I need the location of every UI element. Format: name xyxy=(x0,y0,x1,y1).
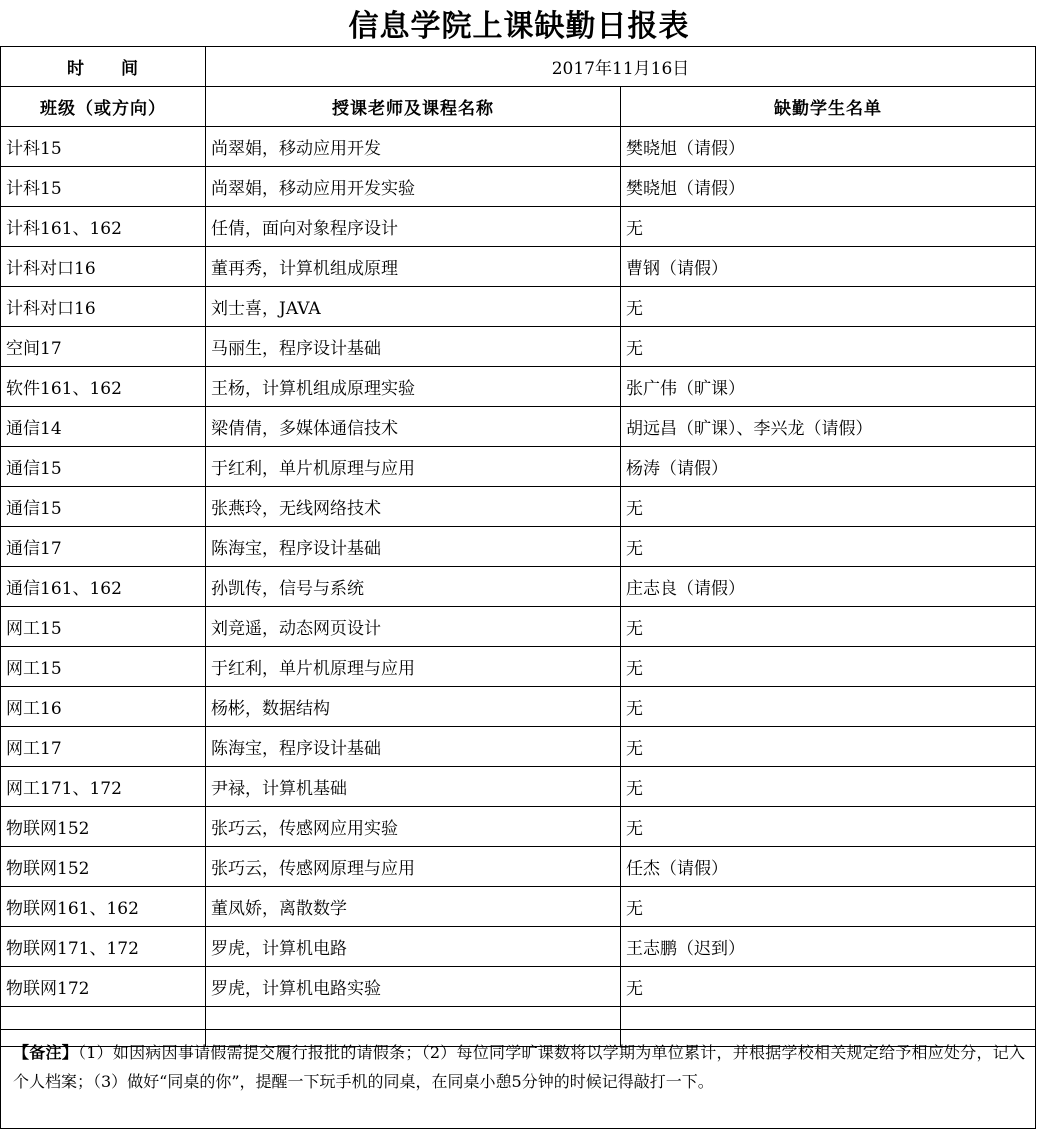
class-cell: 空间17 xyxy=(1,327,206,367)
table-row xyxy=(1,647,1036,687)
absent-students-cell: 无 xyxy=(621,887,1036,927)
table-row xyxy=(1,567,1036,607)
class-cell: 网工171、172 xyxy=(1,767,206,807)
absent-students-cell: 张广伟（旷课） xyxy=(621,367,1036,407)
teacher-course-cell: 马丽生，程序设计基础 xyxy=(206,327,621,367)
remarks-label: 【备注】 xyxy=(13,1043,78,1062)
table-row xyxy=(1,327,1036,367)
teacher-course-cell: 孙凯传，信号与系统 xyxy=(206,567,621,607)
absent-students-cell: 无 xyxy=(621,607,1036,647)
time-label: 时 间 xyxy=(1,47,206,87)
report-date: 2017年11月16日 xyxy=(206,47,1036,87)
attendance-table xyxy=(0,46,1036,1047)
time-row xyxy=(1,47,1036,87)
absent-students-cell: 无 xyxy=(621,767,1036,807)
teacher-course-cell: 尚翠娟，移动应用开发 xyxy=(206,127,621,167)
class-cell: 网工17 xyxy=(1,727,206,767)
teacher-course-cell: 董凤娇，离散数学 xyxy=(206,887,621,927)
header-row xyxy=(1,87,1036,127)
table-row xyxy=(1,687,1036,727)
class-cell: 网工16 xyxy=(1,687,206,727)
class-cell: 物联网152 xyxy=(1,807,206,847)
class-cell: 物联网171、172 xyxy=(1,927,206,967)
class-cell: 网工15 xyxy=(1,647,206,687)
table-row xyxy=(1,367,1036,407)
absent-students-cell: 无 xyxy=(621,967,1036,1007)
absent-students-cell: 樊晓旭（请假） xyxy=(621,127,1036,167)
table-row xyxy=(1,127,1036,167)
header-absent-students: 缺勤学生名单 xyxy=(621,87,1036,127)
absent-students-cell: 曹钢（请假） xyxy=(621,247,1036,287)
class-cell: 网工15 xyxy=(1,607,206,647)
teacher-course-cell: 杨彬，数据结构 xyxy=(206,687,621,727)
class-cell: 通信161、162 xyxy=(1,567,206,607)
teacher-course-cell: 张巧云，传感网原理与应用 xyxy=(206,847,621,887)
remarks-text: （1）如因病因事请假需提交履行报批的请假条；（2）每位同学旷课数将以学期为单位累计，并根据学校相关规定给予相应处分，记入个人档案；（3）做好“同桌的你”，提醒一下玩手机的同桌，在同桌小憩5分钟的时候记得敲打一下。 xyxy=(13,1043,1025,1091)
table-row xyxy=(1,487,1036,527)
teacher-course-cell: 张燕玲，无线网络技术 xyxy=(206,487,621,527)
teacher-course-cell: 刘竞遥，动态网页设计 xyxy=(206,607,621,647)
absent-students-cell: 王志鹏（迟到） xyxy=(621,927,1036,967)
table-row xyxy=(1,967,1036,1007)
table-row xyxy=(1,887,1036,927)
class-cell: 物联网152 xyxy=(1,847,206,887)
class-cell: 软件161、162 xyxy=(1,367,206,407)
teacher-course-cell: 张巧云，传感网应用实验 xyxy=(206,807,621,847)
table-row xyxy=(1,207,1036,247)
table-row xyxy=(1,927,1036,967)
absent-students-cell: 无 xyxy=(621,687,1036,727)
class-cell: 计科15 xyxy=(1,167,206,207)
report-title: 信息学院上课缺勤日报表 xyxy=(348,9,690,44)
class-cell: 物联网161、162 xyxy=(1,887,206,927)
teacher-course-cell: 罗虎，计算机电路实验 xyxy=(206,967,621,1007)
absent-students-cell: 樊晓旭（请假） xyxy=(621,167,1036,207)
table-row xyxy=(1,407,1036,447)
class-cell: 计科15 xyxy=(1,127,206,167)
table-row xyxy=(1,247,1036,287)
table-row xyxy=(1,767,1036,807)
absent-students-cell: 无 xyxy=(621,287,1036,327)
teacher-course-cell: 尹禄，计算机基础 xyxy=(206,767,621,807)
remarks-box xyxy=(0,1029,1036,1129)
teacher-course-cell: 梁倩倩，多媒体通信技术 xyxy=(206,407,621,447)
teacher-course-cell: 罗虎，计算机电路 xyxy=(206,927,621,967)
absent-students-cell: 无 xyxy=(621,527,1036,567)
table-row xyxy=(1,167,1036,207)
teacher-course-cell: 刘士喜，JAVA xyxy=(206,287,621,327)
table-row xyxy=(1,847,1036,887)
absent-students-cell: 庄志良（请假） xyxy=(621,567,1036,607)
class-cell: 通信15 xyxy=(1,487,206,527)
class-cell: 通信14 xyxy=(1,407,206,447)
absent-students-cell: 无 xyxy=(621,327,1036,367)
class-cell: 物联网172 xyxy=(1,967,206,1007)
teacher-course-cell: 王杨，计算机组成原理实验 xyxy=(206,367,621,407)
table-row xyxy=(1,807,1036,847)
absent-students-cell: 无 xyxy=(621,647,1036,687)
class-cell: 计科对口16 xyxy=(1,287,206,327)
teacher-course-cell: 陈海宝，程序设计基础 xyxy=(206,727,621,767)
teacher-course-cell: 尚翠娟，移动应用开发实验 xyxy=(206,167,621,207)
class-cell: 通信15 xyxy=(1,447,206,487)
teacher-course-cell: 陈海宝，程序设计基础 xyxy=(206,527,621,567)
class-cell: 计科对口16 xyxy=(1,247,206,287)
table-row xyxy=(1,727,1036,767)
table-row xyxy=(1,447,1036,487)
table-row xyxy=(1,287,1036,327)
table-row xyxy=(1,527,1036,567)
header-class: 班级（或方向） xyxy=(1,87,206,127)
teacher-course-cell: 于红利，单片机原理与应用 xyxy=(206,647,621,687)
class-cell: 计科161、162 xyxy=(1,207,206,247)
teacher-course-cell: 于红利，单片机原理与应用 xyxy=(206,447,621,487)
absent-students-cell: 杨涛（请假） xyxy=(621,447,1036,487)
teacher-course-cell: 董再秀，计算机组成原理 xyxy=(206,247,621,287)
table-row xyxy=(1,607,1036,647)
teacher-course-cell: 任倩，面向对象程序设计 xyxy=(206,207,621,247)
absent-students-cell: 无 xyxy=(621,807,1036,847)
absent-students-cell: 胡远昌（旷课）、李兴龙（请假） xyxy=(621,407,1036,447)
header-teacher-course: 授课老师及课程名称 xyxy=(206,87,621,127)
absent-students-cell: 无 xyxy=(621,207,1036,247)
class-cell: 通信17 xyxy=(1,527,206,567)
absent-students-cell: 无 xyxy=(621,487,1036,527)
absent-students-cell: 无 xyxy=(621,727,1036,767)
absent-students-cell: 任杰（请假） xyxy=(621,847,1036,887)
